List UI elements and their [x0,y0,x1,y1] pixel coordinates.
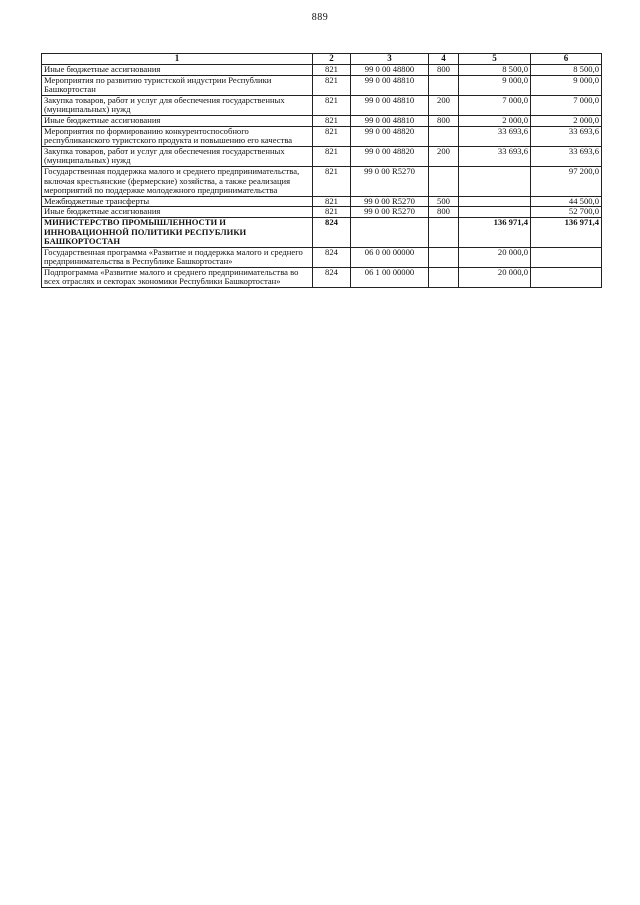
table-row [42,75,602,95]
row-name-cell: Иные бюджетные ассигнования [42,65,313,76]
row-code-cell: 821 [313,166,351,196]
row-amount-2-cell: 52 700,0 [531,207,602,218]
row-amount-1-cell: 136 971,4 [459,217,531,247]
row-target-cell: 99 0 00 48810 [351,115,429,126]
row-name-cell: Подпрограмма «Развитие малого и среднего предпринимательства во всех отраслях и секторах экономики Республики Башкортостан» [42,267,313,287]
row-amount-1-cell: 2 000,0 [459,115,531,126]
row-target-cell: 99 0 00 R5270 [351,207,429,218]
row-amount-2-cell: 136 971,4 [531,217,602,247]
row-type-cell: 800 [429,65,459,76]
row-target-cell: 06 0 00 00000 [351,247,429,267]
row-amount-2-cell: 33 693,6 [531,126,602,146]
row-code-cell: 821 [313,115,351,126]
row-type-cell: 800 [429,207,459,218]
row-code-cell: 824 [313,217,351,247]
row-code-cell: 821 [313,207,351,218]
row-amount-2-cell [531,247,602,267]
row-name-cell: Закупка товаров, работ и услуг для обеспечения государственных (муниципальных) нужд [42,95,313,115]
row-amount-1-cell [459,207,531,218]
column-header: 2 [313,54,351,65]
row-target-cell: 99 0 00 48810 [351,75,429,95]
row-type-cell: 800 [429,115,459,126]
row-target-cell: 99 0 00 R5270 [351,196,429,207]
row-name-cell: Мероприятия по развитию туристской индустрии Республики Башкортостан [42,75,313,95]
row-code-cell: 821 [313,75,351,95]
row-code-cell: 821 [313,95,351,115]
row-code-cell: 821 [313,126,351,146]
row-amount-1-cell: 8 500,0 [459,65,531,76]
page-number: 889 [311,12,329,23]
column-header: 3 [351,54,429,65]
budget-table [41,53,602,288]
row-type-cell: 500 [429,196,459,207]
row-name-cell: Государственная программа «Развитие и поддержка малого и среднего предпринимательства в Республике Башкортостан» [42,247,313,267]
row-target-cell: 99 0 00 48800 [351,65,429,76]
row-type-cell [429,247,459,267]
row-type-cell [429,75,459,95]
row-name-cell: МИНИСТЕРСТВО ПРОМЫШЛЕННОСТИ И ИННОВАЦИОННОЙ ПОЛИТИКИ РЕСПУБЛИКИ БАШКОРТОСТАН [42,217,313,247]
row-amount-1-cell [459,196,531,207]
row-amount-1-cell: 33 693,6 [459,146,531,166]
row-code-cell: 821 [313,65,351,76]
row-amount-1-cell: 9 000,0 [459,75,531,95]
table-row [42,146,602,166]
row-amount-1-cell: 20 000,0 [459,267,531,287]
row-code-cell: 824 [313,247,351,267]
table-row [42,166,602,196]
row-amount-2-cell: 97 200,0 [531,166,602,196]
column-header: 4 [429,54,459,65]
row-amount-1-cell: 7 000,0 [459,95,531,115]
row-name-cell: Межбюджетные трансферты [42,196,313,207]
row-target-cell: 99 0 00 R5270 [351,166,429,196]
table-row [42,115,602,126]
row-code-cell: 824 [313,267,351,287]
row-amount-1-cell [459,166,531,196]
row-name-cell: Иные бюджетные ассигнования [42,207,313,218]
table-row [42,95,602,115]
row-amount-2-cell [531,267,602,287]
row-target-cell: 99 0 00 48820 [351,126,429,146]
row-code-cell: 821 [313,146,351,166]
row-type-cell [429,267,459,287]
row-target-cell [351,217,429,247]
table-row [42,267,602,287]
table-row [42,126,602,146]
row-amount-2-cell: 33 693,6 [531,146,602,166]
column-header: 5 [459,54,531,65]
row-amount-1-cell: 20 000,0 [459,247,531,267]
column-header: 6 [531,54,602,65]
row-amount-1-cell: 33 693,6 [459,126,531,146]
column-header: 1 [42,54,313,65]
row-amount-2-cell: 8 500,0 [531,65,602,76]
row-type-cell: 200 [429,146,459,166]
row-type-cell [429,217,459,247]
row-amount-2-cell: 9 000,0 [531,75,602,95]
row-amount-2-cell: 44 500,0 [531,196,602,207]
row-type-cell [429,166,459,196]
table-row [42,207,602,218]
row-target-cell: 99 0 00 48820 [351,146,429,166]
row-code-cell: 821 [313,196,351,207]
row-type-cell [429,126,459,146]
row-name-cell: Государственная поддержка малого и среднего предпринимательства, включая крестьянские (фермерские) хозяйства, а также реализация мероприятий по поддержке молодежного предпринимательства [42,166,313,196]
table-body [42,65,602,288]
table-row [42,65,602,76]
row-name-cell: Иные бюджетные ассигнования [42,115,313,126]
table-row [42,247,602,267]
table-header-row [42,54,602,65]
row-target-cell: 06 1 00 00000 [351,267,429,287]
table-row [42,196,602,207]
row-amount-2-cell: 7 000,0 [531,95,602,115]
row-type-cell: 200 [429,95,459,115]
row-name-cell: Мероприятия по формированию конкурентоспособного республиканского туристского продукта и повышению его качества [42,126,313,146]
row-amount-2-cell: 2 000,0 [531,115,602,126]
row-name-cell: Закупка товаров, работ и услуг для обеспечения государственных (муниципальных) нужд [42,146,313,166]
table-row [42,217,602,247]
row-target-cell: 99 0 00 48810 [351,95,429,115]
